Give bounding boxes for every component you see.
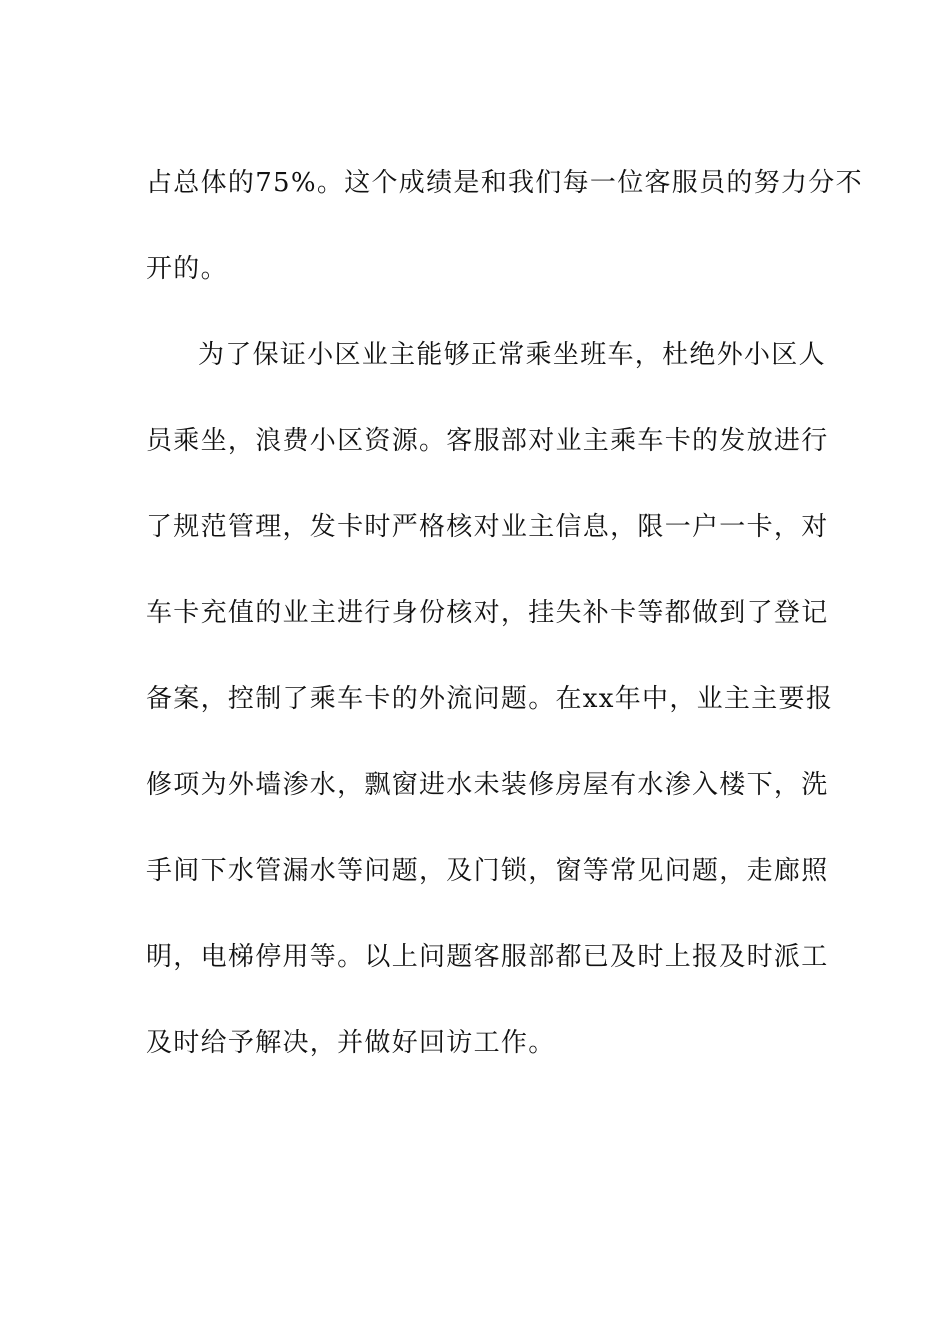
paragraph-2-line-8: 明，电梯停用等。以上问题客服部都已及时上报及时派工 <box>146 942 829 972</box>
paragraph-2-line-5: 备案，控制了乘车卡的外流问题。在xx年中，业主主要报 <box>146 684 834 714</box>
paragraph-2-line-3: 了规范管理，发卡时严格核对业主信息，限一户一卡，对 <box>146 512 829 542</box>
paragraph-1-line-2: 开的。 <box>146 254 228 284</box>
body-text <box>146 140 863 1086</box>
paragraph-2-line-6: 修项为外墙渗水，飘窗进水未装修房屋有水渗入楼下，洗 <box>146 770 829 800</box>
paragraph-2-line-7: 手间下水管漏水等问题，及门锁，窗等常见问题，走廊照 <box>146 856 829 886</box>
paragraph-1-line-1: 占总体的75%。这个成绩是和我们每一位客服员的努力分不 <box>146 168 863 198</box>
paragraph-2-line-1: 为了保证小区业主能够正常乘坐班车，杜绝外小区人 <box>198 340 826 370</box>
paragraph-2-line-4: 车卡充值的业主进行身份核对，挂失补卡等都做到了登记 <box>146 598 829 628</box>
paragraph-2-line-2: 员乘坐，浪费小区资源。客服部对业主乘车卡的发放进行 <box>146 426 829 456</box>
paragraph-2-line-9: 及时给予解决，并做好回访工作。 <box>146 1028 556 1058</box>
